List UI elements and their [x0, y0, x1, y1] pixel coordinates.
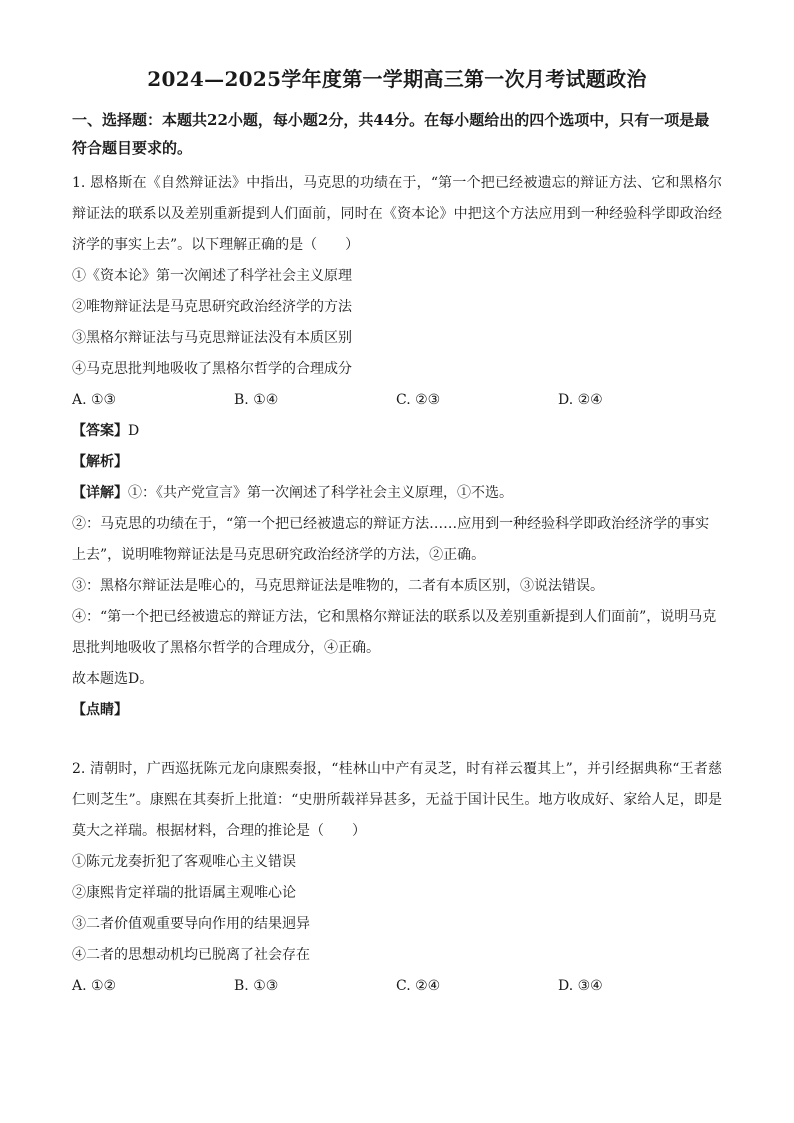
- page-title: 2024—2025学年度第一学期高三第一次月考试题政治: [147, 67, 647, 91]
- question-2-option-b: B. ①③: [234, 978, 279, 994]
- question-2: [72, 754, 722, 1002]
- question-2-option-c: C. ②④: [396, 978, 441, 994]
- question-2-item-3: ③二者价值观重要导向作用的结果迥异: [72, 916, 310, 932]
- section-heading: 一、选择题：本题共22小题，每小题2分，共44分。在每小题给出的四个选项中，只有一项是最符合题目要求的。: [72, 111, 710, 157]
- analysis-label: 【解析】: [72, 454, 128, 470]
- question-1-option-a: A. ①③: [72, 392, 117, 408]
- question-1-item-3: ③黑格尔辩证法与马克思辩证法没有本质区别: [72, 330, 352, 346]
- question-2-options: [72, 971, 722, 1002]
- answer-value: D: [128, 423, 140, 439]
- detail-line-2: ②：马克思的功绩在于，“第一个把已经被遗忘的辩证方法……应用到一种经验科学即政治经济学的事实上去”，说明唯物辩证法是马克思研究政治经济学的方法，②正确。: [72, 516, 710, 563]
- question-1-options: [72, 385, 722, 416]
- question-2-stem: 2. 清朝时，广西巡抚陈元龙向康熙奏报，“桂林山中产有灵芝，时有祥云覆其上”，并引经据典称“王者慈仁则芝生”。康熙在其奏折上批道：“史册所载祥异甚多，无益于国计民生。地方收成好、家给人足，即是莫大之祥瑞。根据材料，合理的推论是（ ）: [72, 761, 722, 839]
- detail-label: 【详解】: [72, 485, 128, 501]
- question-gap: [72, 726, 722, 754]
- answer-line: [72, 416, 722, 447]
- question-1-item-1: ①《资本论》第一次阐述了科学社会主义原理: [72, 268, 352, 284]
- question-1-option-d: D. ②④: [558, 392, 603, 408]
- question-2-option-d: D. ③④: [558, 978, 603, 994]
- answer-label: 【答案】: [72, 423, 128, 439]
- detail-text-1: ①：《共产党宣言》第一次阐述了科学社会主义原理，①不选。: [128, 485, 513, 501]
- detail-line-4: ④：“第一个把已经被遗忘的辩证方法，它和黑格尔辩证法的联系以及差别重新提到人们面前”，说明马克思批判地吸收了黑格尔哲学的合理成分，④正确。: [72, 609, 717, 656]
- question-2-option-a: A. ①②: [72, 978, 117, 994]
- question-1-item-4: ④马克思批判地吸收了黑格尔哲学的合理成分: [72, 361, 352, 377]
- detail-line-1: [72, 478, 722, 509]
- remark-label: 【点睛】: [72, 702, 128, 718]
- question-1-item-2: ②唯物辩证法是马克思研究政治经济学的方法: [72, 299, 352, 315]
- question-2-item-1: ①陈元龙奏折犯了客观唯心主义错误: [72, 854, 296, 870]
- question-1-option-c: C. ②③: [396, 392, 441, 408]
- analysis-line: [72, 447, 722, 478]
- detail-line-3: ③：黑格尔辩证法是唯心的，马克思辩证法是唯物的，二者有本质区别，③说法错误。: [72, 578, 604, 594]
- conclusion-line: 故本题选D。: [72, 671, 154, 687]
- question-1: [72, 168, 722, 726]
- question-2-item-4: ④二者的思想动机均已脱离了社会存在: [72, 947, 310, 963]
- question-1-stem: 1. 恩格斯在《自然辩证法》中指出，马克思的功绩在于，“第一个把已经被遗忘的辩证方法、它和黑格尔辩证法的联系以及差别重新提到人们面前，同时在《资本论》中把这个方法应用到一种经验科学即政治经济学的事实上去”。以下理解正确的是（ ）: [72, 175, 722, 253]
- question-2-item-2: ②康熙肯定祥瑞的批语属主观唯心论: [72, 885, 296, 901]
- question-1-option-b: B. ①④: [234, 392, 279, 408]
- remark-line: [72, 695, 722, 726]
